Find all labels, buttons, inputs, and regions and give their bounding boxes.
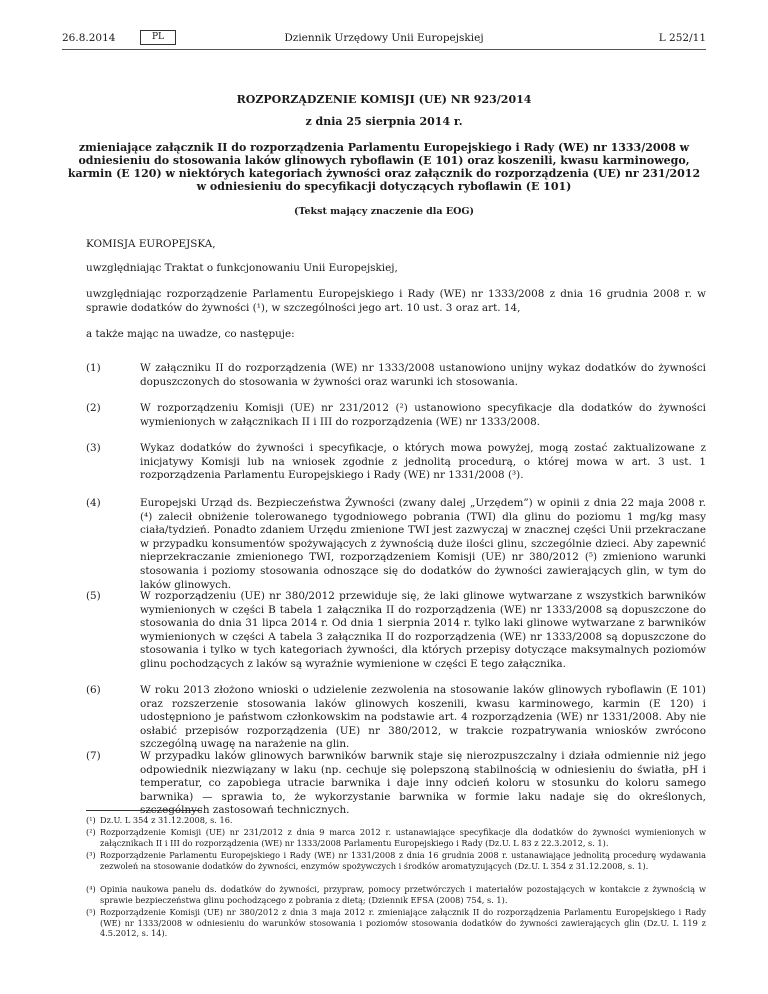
recital-number: (6) (86, 684, 101, 696)
footnote-number: (⁵) (86, 907, 96, 917)
recital-text: Europejski Urząd ds. Bezpieczeństwa Żywności (zwany dalej „Urzędem”) w opinii z dnia 22 maja 2008 r. (⁴) zalecił obniżenie tolerowanego tygodniowego pobrania (TWI) dla glinu do poziomu 1 mg/kg masy ciała/tydzień. Ponadto zdaniem Urzędu zmienione TWI jest zazwyczaj w znacznej części Unii przekraczane w przypadku konsumentów spożywających z żywnością duże ilości glinu, szczególnie dzieci. Aby zapewnić nieprzekraczanie zmienionego TWI, rozporządzeniem Komisji (UE) nr 380/2012 (⁵) zmieniono warunki stosowania i poziomy stosowania odnoszące się do dodatków do żywności zawierających glin, w tym do laków glinowych. (140, 497, 706, 591)
footnote-divider (86, 810, 202, 811)
footnote-text: Rozporządzenie Komisji (UE) nr 231/2012 z dnia 9 marca 2012 r. ustanawiające specyfikacje dla dodatków do żywności wymienionych w załącznikach II i III do rozporządzenia (WE) nr 1333/2008 Parlamentu Europejskiego i Rady (Dz.U. L 83 z 22.3.2012, s. 1). (100, 827, 706, 848)
commission-line: KOMISJA EUROPEJSKA, (86, 238, 216, 250)
regulation-subject: zmieniające załącznik II do rozporządzenia Parlamentu Europejskiego i Rady (WE) nr 1333/2008 w odniesieniu do stosowania laków glinowych ryboflawin (E 101) oraz koszenili, kwasu karminowego, karmin (E 120) w niektórych kategoriach żywności oraz załącznik do rozporządzenia (UE) nr 231/2012 w odniesieniu do specyfikacji dotyczących ryboflawin (E 101) (67, 141, 701, 193)
footnote-text: Rozporządzenie Parlamentu Europejskiego i Rady (WE) nr 1331/2008 z dnia 16 grudnia 2008 r. ustanawiające jednolitą procedurę wydawania zezwoleń na stosowanie dodatków do żywności, enzymów spożywczych i środków aromatyzujących (Dz.U. L 354 z 31.12.2008, s. 1). (100, 850, 706, 871)
footnote-text: Dz.U. L 354 z 31.12.2008, s. 16. (100, 815, 233, 825)
regulation-date: z dnia 25 sierpnia 2014 r. (305, 115, 463, 128)
recital-text: W załączniku II do rozporządzenia (WE) nr 1333/2008 ustanowiono unijny wykaz dodatków do żywności dopuszczonych do stosowania w żywności oraz warunki ich stosowania. (140, 362, 706, 388)
treaty-clause: uwzględniając Traktat o funkcjonowaniu Unii Europejskiej, (86, 262, 398, 274)
footnote-number: (²) (86, 827, 96, 837)
recital-text: W roku 2013 złożono wnioski o udzielenie zezwolenia na stosowanie laków glinowych ryboflawin (E 101) oraz rozszerzenie stosowania laków glinowych koszenili, kwasu karminowego, karmin (E 120) i udostępniono je państwom członkowskim na podstawie art. 4 rozporządzenia (WE) nr 1331/2008. Aby nie osłabić przepisów rozporządzenia (UE) nr 380/2012, w trakcie rozpatrywania wniosków zwrócono szczególną uwagę na narażenie na glin. (140, 684, 706, 751)
recital-number: (1) (86, 362, 101, 374)
recital-number: (5) (86, 590, 101, 602)
header-date: 26.8.2014 (62, 32, 116, 44)
eea-relevance: (Tekst mający znaczenie dla EOG) (294, 206, 474, 217)
journal-number: L 252/11 (658, 32, 706, 44)
footnote-number: (³) (86, 850, 96, 860)
regulation-title: ROZPORZĄDZENIE KOMISJI (UE) NR 923/2014 (236, 93, 532, 106)
footnote-number: (⁴) (86, 884, 96, 894)
language-badge: PL (140, 30, 176, 45)
footnote-number: (¹) (86, 815, 96, 825)
regulation-clause: uwzględniając rozporządzenie Parlamentu Europejskiego i Rady (WE) nr 1333/2008 z dnia 16 grudnia 2008 r. w sprawie dodatków do żywności (¹), w szczególności jego art. 10 ust. 3 oraz art. 14, (86, 288, 706, 314)
recital-number: (7) (86, 750, 101, 762)
recital-number: (3) (86, 442, 101, 454)
recital-text: W przypadku laków glinowych barwników barwnik staje się nierozpuszczalny i działa odmiennie niż jego odpowiednik niezwiązany w laku (np. cechuje się polepszoną stabilnością w odniesieniu do światła, pH i temperatur, co zapobiega utracie barwnika i daje inny odcień koloru w stosunku do koloru samego barwnika) — sprawia to, że wykorzystanie barwnika w formie laku nadaje się do określonych, szczególnych zastosowań technicznych. (140, 750, 706, 817)
recital-text: W rozporządzeniu (UE) nr 380/2012 przewiduje się, że laki glinowe wytwarzane z wszystkich barwników wymienionych w części B tabela 1 załącznika II do rozporządzenia (WE) nr 1333/2008 są dopuszczone do stosowania do dnia 31 lipca 2014 r. Od dnia 1 sierpnia 2014 r. tylko laki glinowe wytwarzane z barwników wymienionych w części A tabela 3 załącznika II do rozporządzenia (WE) nr 1333/2008 są dopuszczone do stosowania i tylko w tych kategoriach żywności, dla których przepisy dotyczące maksymalnych poziomów glinu pochodzących z laków są wyraźnie wymienione w części E tego załącznika. (140, 590, 706, 670)
footnote-text: Opinia naukowa panelu ds. dodatków do żywności, przypraw, pomocy przetwórczych i materiałów pozostających w kontakcie z żywnością w sprawie bezpieczeństwa glinu pochodzącego z pobrania z dietą; (Dziennik EFSA (2008) 754, s. 1). (100, 884, 706, 905)
header-divider (62, 49, 706, 50)
recital-number: (2) (86, 402, 101, 414)
recital-text: Wykaz dodatków do żywności i specyfikacje, o których mowa powyżej, mogą zostać zaktualizowane z inicjatywy Komisji lub na wniosek zgodnie z jednolitą procedurą, o której mowa w art. 3 ust. 1 rozporządzenia Parlamentu Europejskiego i Rady (WE) nr 1331/2008 (³). (140, 442, 706, 482)
footnote-text: Rozporządzenie Komisji (UE) nr 380/2012 z dnia 3 maja 2012 r. zmieniające załącznik II do rozporządzenia Parlamentu Europejskiego i Rady (WE) nr 1333/2008 w odniesieniu do warunków stosowania i poziomów stosowania dodatków do żywności zawierających glin (Dz.U. L 119 z 4.5.2012, s. 14). (100, 907, 706, 939)
whereas-line: a także mając na uwadze, co następuje: (86, 328, 295, 340)
journal-title: Dziennik Urzędowy Unii Europejskiej (284, 32, 484, 44)
recital-text: W rozporządzeniu Komisji (UE) nr 231/2012 (²) ustanowiono specyfikacje dla dodatków do żywności wymienionych w załącznikach II i III do rozporządzenia (WE) nr 1333/2008. (140, 402, 706, 428)
recital-number: (4) (86, 497, 101, 509)
